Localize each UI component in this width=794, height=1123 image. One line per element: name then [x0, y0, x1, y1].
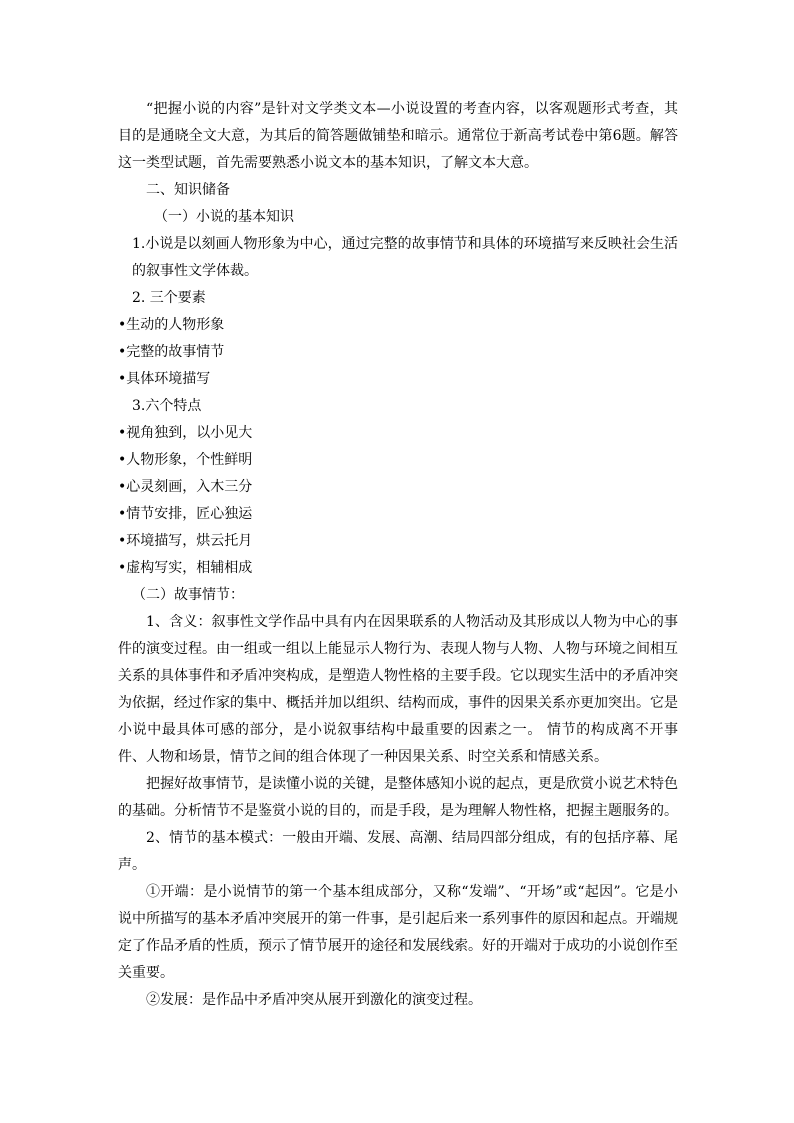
body-paragraph: 把握好故事情节，是读懂小说的关键，是整体感知小说的起点，更是欣赏小说艺术特色的基础。分析情节不是鉴赏小说的目的，而是手段，是为理解人物性格，把握主题服务的。 — [118, 776, 678, 819]
list-heading: 2. 三个要素 — [132, 290, 206, 306]
list-item: •情节安排，匠心独运 — [118, 506, 253, 522]
section-heading: 二、知识储备 — [146, 182, 230, 198]
list-item: •心灵刻画，入木三分 — [118, 479, 253, 495]
list-item: •生动的人物形象 — [118, 317, 225, 333]
subsection-heading: （二）故事情节： — [132, 587, 244, 603]
body-paragraph: 2、情节的基本模式：一般由开端、发展、高潮、结局四部分组成，有的包括序幕、尾声。 — [118, 830, 678, 873]
list-item: •视角独到，以小见大 — [118, 425, 253, 441]
list-heading: 3.六个特点 — [132, 398, 202, 414]
intro-paragraph: “把握小说的内容”是针对文学类文本—小说设置的考查内容，以客观题形式考查，其目的是通晓全文大意，为其后的简答题做铺垫和暗示。通常位于新高考试卷中第6题。解答这一类型试题，首先需要熟悉小说文本的基本知识，了解文本大意。 — [118, 101, 678, 171]
body-paragraph: ①开端：是小说情节的第一个基本组成部分，又称“发端”、“开场”或“起因”。它是小说中所描写的基本矛盾冲突展开的第一件事，是引起后来一系列事件的原因和起点。开端规定了作品矛盾的性质，预示了情节展开的途径和发展线索。好的开端对于成功的小说创作至关重要。 — [118, 884, 678, 981]
document-body — [118, 96, 678, 1014]
list-item: •具体环境描写 — [118, 371, 211, 387]
list-item: •环境描写，烘云托月 — [118, 533, 253, 549]
list-item: •虚构写实，相辅相成 — [118, 560, 253, 576]
body-paragraph: ②发展：是作品中矛盾冲突从展开到激化的演变过程。 — [146, 992, 482, 1008]
list-item: •人物形象，个性鲜明 — [118, 452, 253, 468]
definition-paragraph: 1.小说是以刻画人物形象为中心，通过完整的故事情节和具体的环境描写来反映社会生活的叙事性文学体裁。 — [132, 236, 678, 279]
body-paragraph: 1、含义：叙事性文学作品中具有内在因果联系的人物活动及其形成以人物为中心的事件的演变过程。由一组或一组以上能显示人物行为、表现人物与人物、人物与环境之间相互关系的具体事件和矛盾冲突构成，是塑造人物性格的主要手段。它以现实生活中的矛盾冲突为依据，经过作家的集中、概括并加以组织、结构而成，事件的因果关系亦更加突出。它是小说中最具体可感的部分，是小说叙事结构中最重要的因素之一。 情节的构成离不开事件、人物和场景，情节之间的组合体现了一种因果关系、时空关系和情感关系。 — [118, 614, 678, 765]
subsection-heading: （一）小说的基本知识 — [154, 209, 294, 225]
list-item: •完整的故事情节 — [118, 344, 225, 360]
